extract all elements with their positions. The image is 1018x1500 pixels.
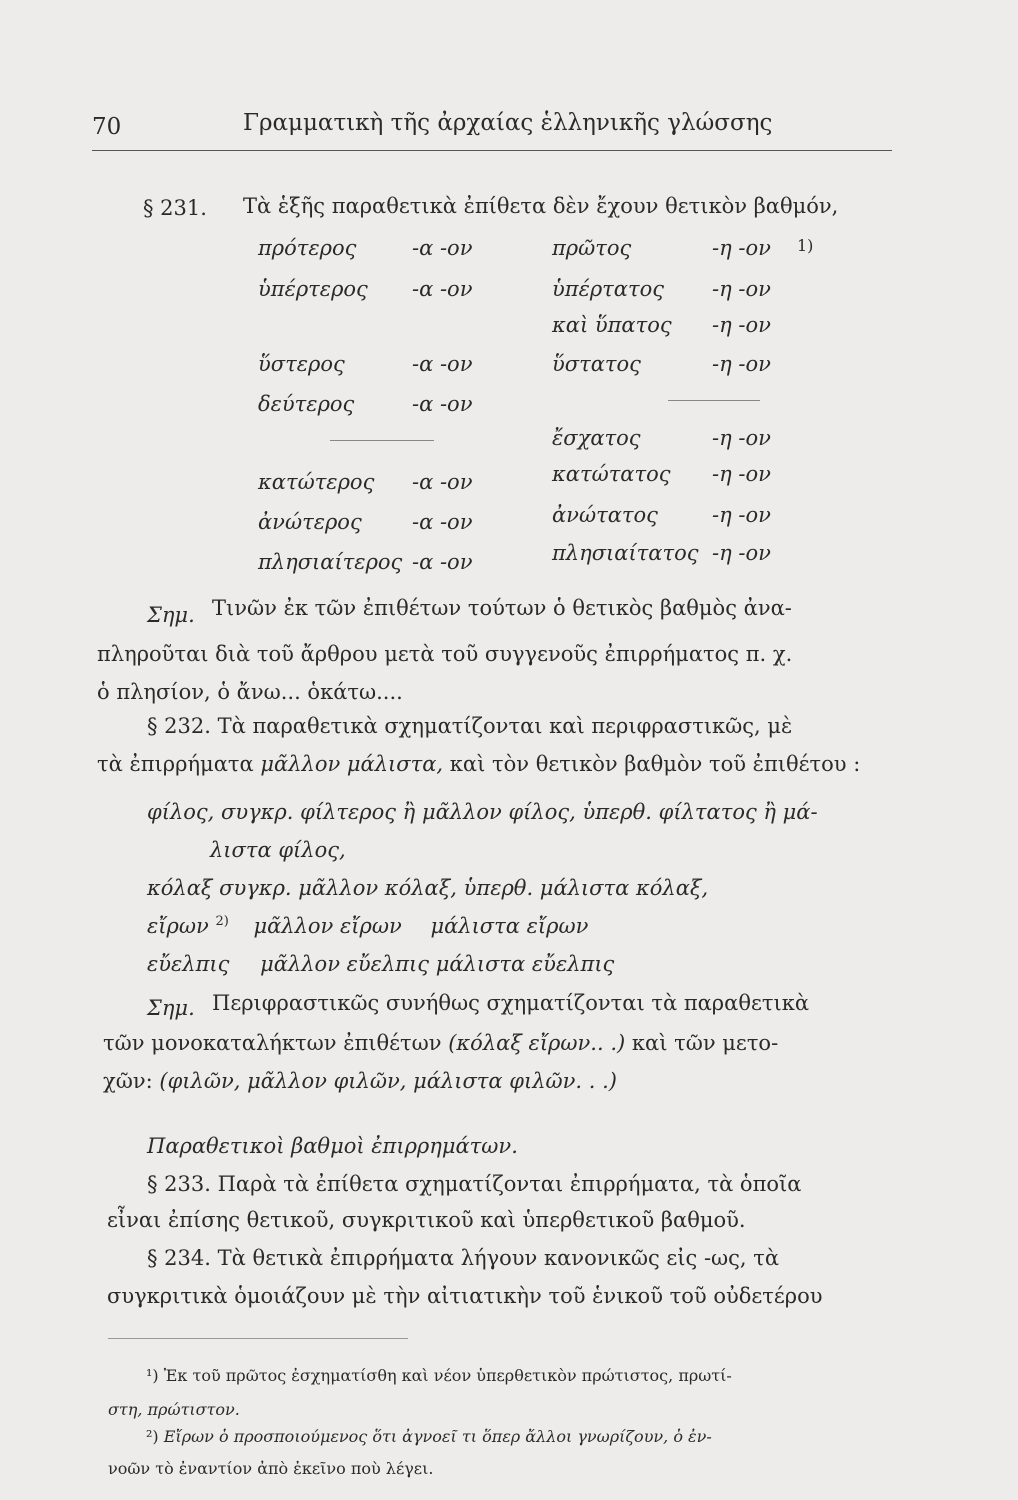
section-232-text-b: μᾶλλον μάλιστα, (260, 752, 444, 776)
note-2-line-1: Περιφραστικῶς συνήθως σχηματίζονται τὰ παραθετικὰ (212, 991, 810, 1015)
note-2-text-e: (φιλῶν, μᾶλλον φιλῶν, μάλιστα φιλῶν. . .) (159, 1069, 617, 1093)
table-word: πρότερος (258, 236, 357, 260)
note-1-line-3: ὁ πλησίον, ὁ ἄνω... ὁκάτω.... (97, 680, 403, 704)
table-ending: -α -ον (412, 392, 473, 416)
section-231-number: § 231. (143, 196, 207, 220)
euelpis-word: εὔελπις (147, 952, 230, 976)
example-philos-line-2: λιστα φίλος, (210, 838, 346, 862)
table-ending: -α -ον (412, 550, 473, 574)
note-2-line-2 (103, 1031, 778, 1055)
table-ending: -α -ον (412, 470, 473, 494)
table-word: κατώτερος (258, 470, 375, 494)
footnote-1 (146, 1366, 732, 1385)
table-word: ὕστερος (258, 352, 345, 376)
note-2-text-a: τῶν μονοκαταλήκτων ἐπιθέτων (103, 1031, 442, 1055)
section-232-line-1: § 232. Τὰ παραθετικὰ σχηματίζονται καὶ περιφραστικῶς, μὲ (147, 714, 793, 738)
table-ending: -η -ον (712, 313, 771, 337)
table-ending: -α -ον (412, 510, 473, 534)
footnote-rule (108, 1338, 408, 1339)
table-ending: -η -ον (712, 277, 771, 301)
note-label: Σημ. (147, 603, 195, 627)
footnote-1-line-1: Ἐκ τοῦ πρῶτος ἐσχηματίσθη καὶ νέον ὑπερθετικὸν πρώτιστος, πρωτί- (163, 1366, 732, 1385)
note-1-line-1: Τινῶν ἐκ τῶν ἐπιθέτων τούτων ὁ θετικὸς βαθμὸς ἀνα- (212, 596, 792, 620)
table-word: πλησιαίτατος (552, 541, 699, 565)
header-rule (92, 150, 892, 151)
page-number: 70 (92, 114, 122, 140)
table-word: ὑπέρτατος (552, 277, 665, 301)
example-kolax: κόλαξ συγκρ. μᾶλλον κόλαξ, ὑπερθ. μάλιστα κόλαξ, (147, 876, 709, 900)
table-ending: -η -ον (712, 236, 771, 260)
footnote-2 (146, 1427, 712, 1446)
footnote-2-line-1: Εἴρων ὁ προσποιούμενος ὅτι ἀγνοεῖ τι ὅπερ ἄλλοι γνωρίζουν, ὁ ἐν- (163, 1427, 712, 1446)
footnote-2-mark: ²) (146, 1427, 159, 1446)
table-word: κατώτατος (552, 462, 671, 486)
table-ending: -η -ον (712, 462, 771, 486)
table-word: καὶ ὕπατος (552, 313, 672, 337)
footnote-1-mark: ¹) (146, 1366, 159, 1385)
note-2-text-b: (κόλαξ εἴρων.. .) (448, 1031, 626, 1055)
section-234-line-2: συγκριτικὰ ὁμοιάζουν μὲ τὴν αἰτιατικὴν τοῦ ἑνικοῦ τοῦ οὐδετέρου (107, 1284, 823, 1308)
table-word: ἀνώτερος (258, 510, 362, 534)
subheading: Παραθετικοὶ βαθμοὶ ἐπιρρημάτων. (147, 1134, 518, 1158)
table-ending: -α -ον (412, 236, 473, 260)
table-ending: -η -ον (712, 352, 771, 376)
section-232-line-2 (97, 752, 860, 776)
section-231-text: Τὰ ἑξῆς παραθετικὰ ἐπίθετα δὲν ἔχουν θετικὸν βαθμόν, (243, 194, 839, 218)
table-word: πρῶτος (552, 236, 632, 260)
section-232-text-c: καὶ τὸν θετικὸν βαθμὸν τοῦ ἐπιθέτου : (449, 752, 861, 776)
section-233-line-2: εἶναι ἐπίσης θετικοῦ, συγκριτικοῦ καὶ ὑπερθετικοῦ βαθμοῦ. (107, 1208, 746, 1232)
table-ending: -α -ον (412, 352, 473, 376)
note-2-text-d: χῶν: (103, 1069, 153, 1093)
table-ending: -η -ον (712, 503, 771, 527)
running-title: Γραμματικὴ τῆς ἀρχαίας ἑλληνικῆς γλώσσης (243, 110, 773, 136)
note-2-text-c: καὶ τῶν μετο- (631, 1031, 779, 1055)
eiron-superlative: μάλιστα εἴρων (430, 914, 589, 938)
example-eiron (147, 914, 588, 938)
table-ending: -η -ον (712, 541, 771, 565)
table-word: δεύτερος (258, 392, 355, 416)
note-1-line-2: πληροῦται διὰ τοῦ ἄρθρου μετὰ τοῦ συγγενοῦς ἐπιρρήματος π. χ. (97, 642, 793, 666)
footnote-reference: 1) (797, 236, 814, 255)
eiron-word: εἴρων (147, 914, 209, 938)
table-word: ὑπέρτερος (258, 277, 368, 301)
note-label: Σημ. (147, 996, 195, 1020)
eiron-comparative: μᾶλλον εἴρων (253, 914, 402, 938)
table-divider (668, 400, 760, 401)
section-234-line-1: § 234. Τὰ θετικὰ ἐπιρρήματα λήγουν κανονικῶς εἰς -ως, τὰ (147, 1246, 780, 1270)
note-2-line-3 (103, 1069, 617, 1093)
table-word: ἔσχατος (552, 426, 641, 450)
example-euelpis (147, 952, 614, 976)
example-philos-line-1: φίλος, συγκρ. φίλτερος ἢ μᾶλλον φίλος, ὑπερθ. φίλτατος ἢ μά- (147, 800, 818, 824)
table-ending: -α -ον (412, 277, 473, 301)
section-233-line-1: § 233. Παρὰ τὰ ἐπίθετα σχηματίζονται ἐπιρρήματα, τὰ ὁποῖα (147, 1172, 802, 1196)
table-ending: -η -ον (712, 426, 771, 450)
table-word: πλησιαίτερος (258, 550, 403, 574)
footnote-1-line-2: στη, πρώτιστον. (108, 1400, 240, 1419)
section-232-text-a: τὰ ἐπιρρήματα (97, 752, 254, 776)
table-word: ἀνώτατος (552, 503, 658, 527)
footnote-2-line-2: νοῶν τὸ ἐναντίον ἀπὸ ἐκεῖνο ποὺ λέγει. (108, 1459, 434, 1478)
euelpis-forms: μᾶλλον εὔελπις μάλιστα εὔελπις (260, 952, 615, 976)
table-divider (330, 440, 434, 441)
table-word: ὕστατος (552, 352, 641, 376)
footnote-reference: 2) (215, 914, 229, 929)
